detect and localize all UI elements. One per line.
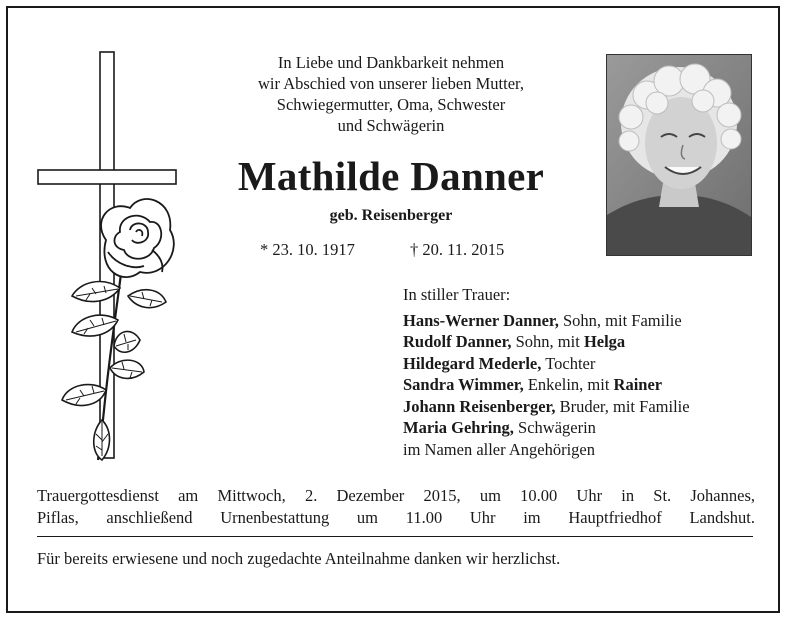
intro-text (206, 52, 576, 136)
mourner-partner: Helga (583, 332, 626, 351)
mourner-relation: Enkelin, mit (523, 375, 614, 394)
thanks-text: Für bereits erwiesene und noch zugedachte Anteilnahme danken wir herzlichst. (37, 549, 561, 568)
mourner-entry (403, 396, 773, 418)
intro-line: und Schwägerin (337, 116, 445, 135)
mourner-name: Hans-Werner Danner, (403, 310, 559, 330)
mourner-entry (403, 331, 773, 353)
mourner-relation: Schwägerin (513, 418, 596, 437)
mourner-entry (403, 374, 773, 396)
mourner-partner: Rainer (613, 375, 663, 394)
service-info (37, 485, 755, 529)
birth-date: * 23. 10. 1917 (260, 240, 355, 259)
mourner-relation: Sohn, mit Familie (558, 310, 682, 330)
mourner-name: Rudolf Danner, (403, 332, 512, 351)
mourner-entry (403, 353, 773, 375)
service-line: Trauergottesdienst am Mittwoch, 2. Dezember 2015, um 10.00 Uhr in St. Johannes, (37, 486, 755, 505)
mourner-relation: Sohn, mit (511, 332, 584, 351)
mourner-entry (403, 417, 773, 439)
divider (37, 536, 753, 537)
portrait-illustration (607, 55, 751, 255)
deceased-name: Mathilde Danner (237, 153, 545, 199)
mourner-name: Maria Gehring, (403, 418, 514, 437)
portrait-photo (606, 54, 752, 256)
service-line: Piflas, anschließend Urnenbestattung um 11.00 Uhr im Hauptfriedhof Landshut. (37, 508, 755, 527)
cross-with-rose-icon (32, 50, 192, 470)
mourner-relation: Tochter (541, 353, 596, 373)
mourner-relation: Bruder, mit Familie (555, 396, 690, 416)
intro-line: In Liebe und Dankbarkeit nehmen (277, 53, 505, 72)
intro-line: Schwiegermutter, Oma, Schwester (276, 95, 506, 114)
death-date: † 20. 11. 2015 (410, 240, 505, 259)
intro-line: wir Abschied von unserer lieben Mutter, (257, 74, 525, 93)
mourner-name: Johann Reisenberger, (403, 396, 556, 416)
mourner-name: Hildegard Mederle, (403, 353, 542, 373)
mourner-entry (403, 310, 773, 332)
mourner-name: Sandra Wimmer, (403, 375, 524, 394)
birth-name: geb. Reisenberger (329, 207, 453, 224)
mourners-block (403, 284, 773, 460)
mourners-label: In stiller Trauer: (403, 285, 511, 304)
mourners-closing: im Namen aller Angehörigen (403, 439, 595, 459)
